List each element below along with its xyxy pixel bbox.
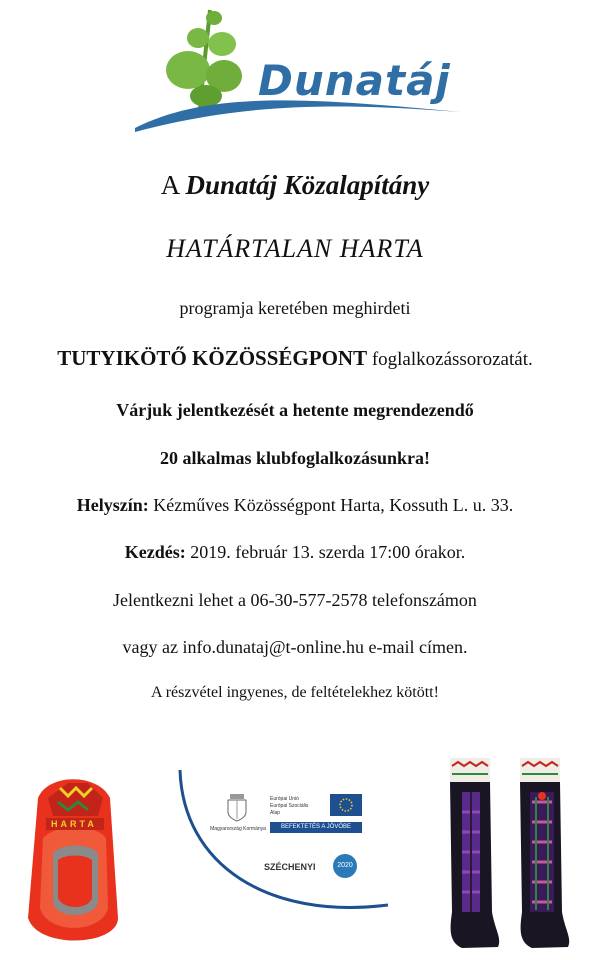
heading bbox=[0, 170, 590, 201]
intro-text: programja keretében meghirdeti bbox=[179, 298, 411, 318]
location-line bbox=[0, 495, 590, 516]
invite-line-2: 20 alkalmas klubfoglalkozásunkra! bbox=[159, 448, 431, 468]
logo-text: Dunatáj bbox=[258, 56, 451, 105]
sponsor-arc-icon bbox=[178, 770, 393, 920]
slipper-image bbox=[18, 768, 128, 953]
contact-email: vagy az info.dunataj@t-online.hu e-mail címen. bbox=[122, 637, 468, 657]
location-value: Kézműves Közösségpont Harta, Kossuth L. u. 33. bbox=[148, 495, 514, 515]
szechenyi-text: SZÉCHENYI bbox=[264, 862, 316, 872]
start-value: 2019. február 13. szerda 17:00 órakor. bbox=[185, 542, 466, 562]
szechenyi-badge bbox=[333, 854, 357, 878]
logo bbox=[130, 0, 490, 140]
eu-text: Európai Unió Európai Szociális Alap bbox=[270, 796, 309, 816]
program-title: HATÁRTALAN HARTA bbox=[166, 234, 424, 263]
invite-line-1: Várjuk jelentkezését a hetente megrendezendő bbox=[116, 400, 474, 420]
organization-name: Dunatáj Közalapítány bbox=[185, 170, 430, 200]
participation-note: A részvétel ingyenes, de feltételekhez kötött! bbox=[151, 684, 439, 701]
heading-prefix: A bbox=[160, 170, 186, 200]
event-line bbox=[0, 346, 590, 371]
coat-of-arms-icon bbox=[226, 792, 248, 822]
slipper-label: HARTA bbox=[51, 819, 97, 829]
gov-text: Magyarország Kormánya bbox=[210, 826, 266, 832]
start-line bbox=[0, 542, 590, 563]
socks-image bbox=[440, 752, 580, 952]
contact-phone: Jelentkezni lehet a 06-30-577-2578 telefonszámon bbox=[113, 590, 477, 610]
szechenyi-year: 2020 bbox=[337, 862, 353, 869]
event-name: TUTYIKÖTŐ KÖZÖSSÉGPONT bbox=[57, 346, 368, 370]
sponsor-badge bbox=[178, 770, 393, 920]
eu-badge: BEFEKTETÉS A JÖVŐBE bbox=[270, 822, 362, 833]
eu-flag-icon bbox=[330, 794, 362, 816]
slipper-icon bbox=[18, 768, 128, 953]
socks-icon bbox=[440, 752, 580, 952]
location-label: Helyszín: bbox=[76, 495, 149, 515]
start-label: Kezdés: bbox=[124, 542, 186, 562]
event-suffix: foglalkozássorozatát. bbox=[367, 349, 533, 370]
